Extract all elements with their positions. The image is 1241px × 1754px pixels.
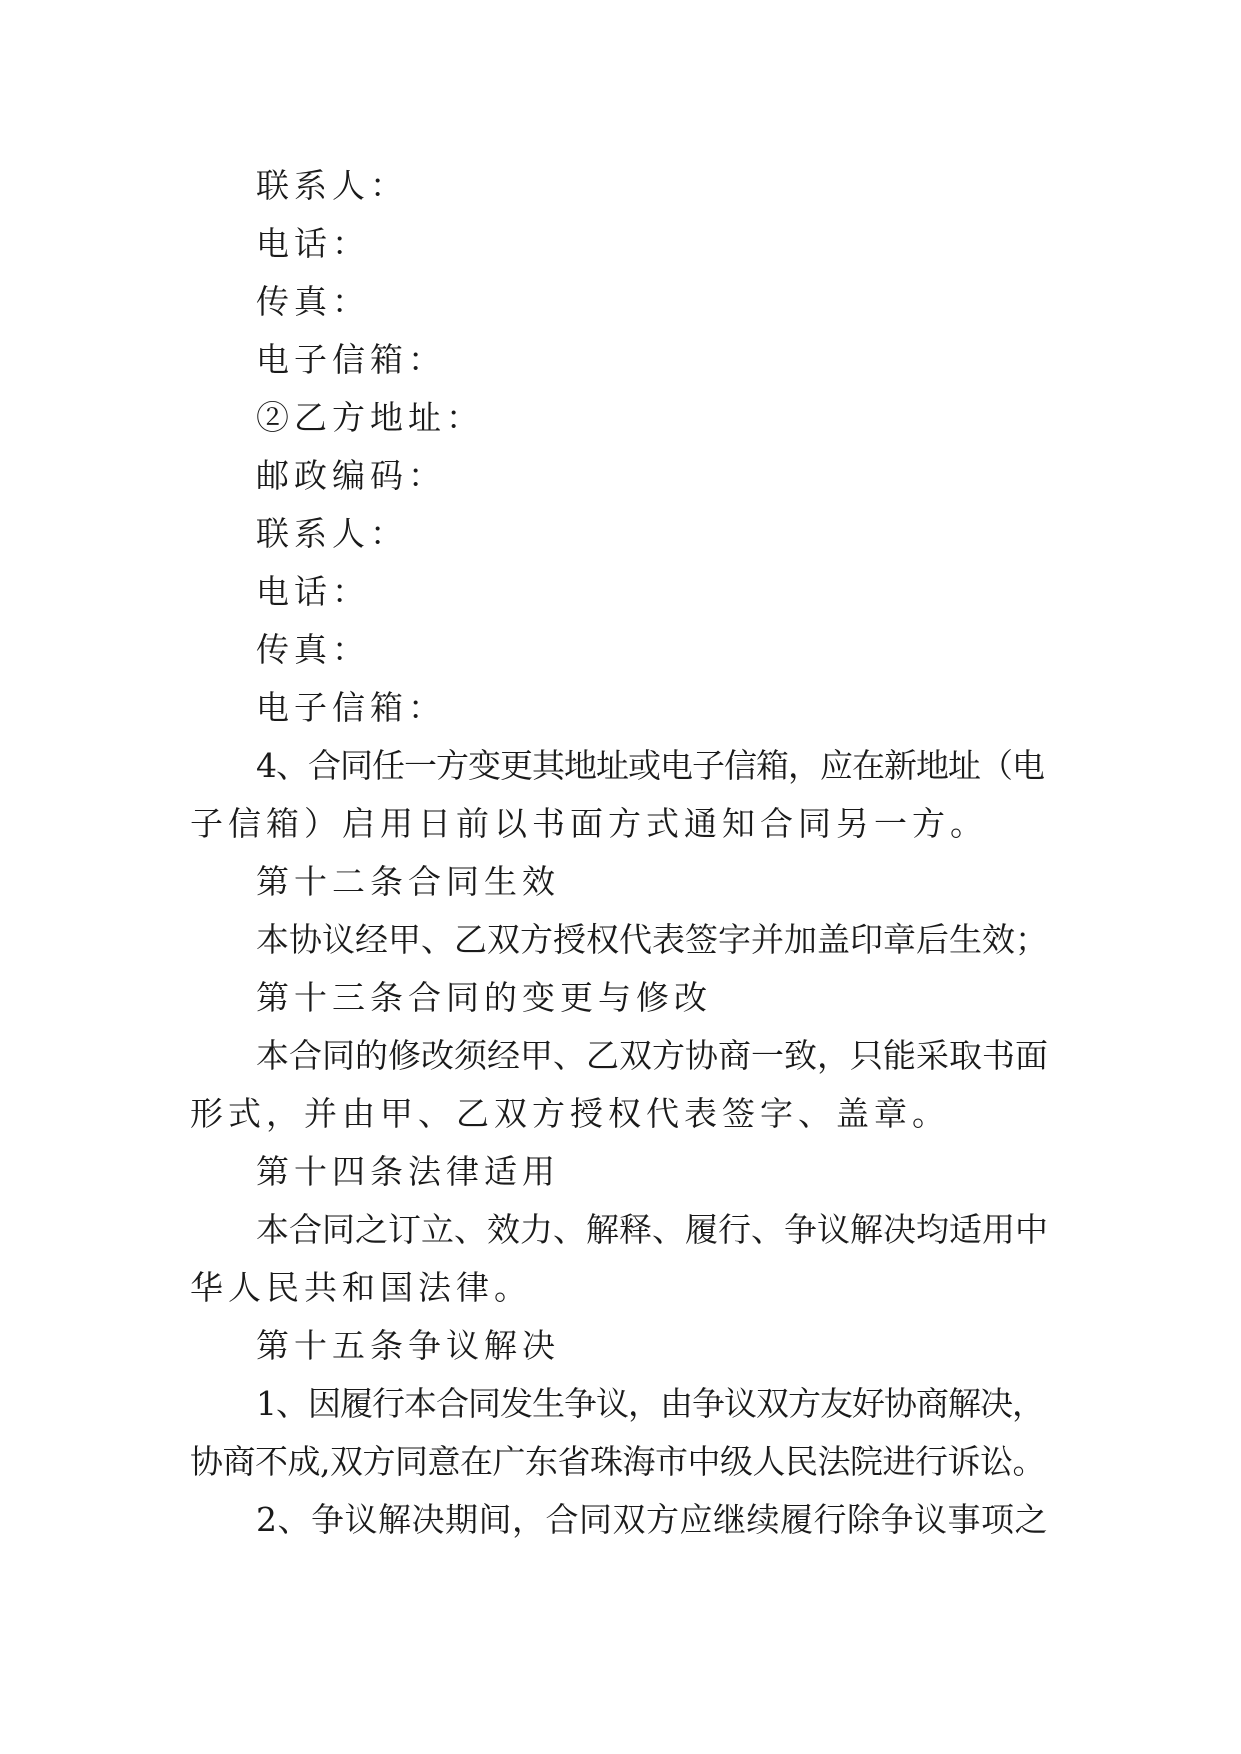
text-line: 形式，并由甲、乙双方授权代表签字、盖章。 — [190, 1094, 950, 1133]
text-line: 第十三条合同的变更与修改 — [256, 978, 712, 1017]
text-line: 本协议经甲、乙双方授权代表签字并加盖印章后生效； — [256, 920, 1048, 959]
text-line: ②乙方地址： — [256, 398, 484, 437]
text-line: 第十二条合同生效 — [256, 862, 560, 901]
text-line: 第十五条争议解决 — [256, 1326, 560, 1365]
document-body — [190, 157, 1050, 1549]
text-line: 4、合同任一方变更其地址或电子信箱，应在新地址（电 — [256, 746, 1044, 785]
text-line: 1、因履行本合同发生争议，由争议双方友好协商解决， — [256, 1384, 1044, 1423]
text-line: 协商不成,双方同意在广东省珠海市中级人民法院进行诉讼。 — [190, 1442, 1045, 1481]
text-line: 电子信箱： — [256, 688, 446, 727]
text-line: 子信箱）启用日前以书面方式通知合同另一方。 — [190, 804, 988, 843]
text-line: 本合同的修改须经甲、乙双方协商一致，只能采取书面 — [256, 1036, 1048, 1075]
text-line: 第十四条法律适用 — [256, 1152, 560, 1191]
text-line: 电话： — [256, 224, 370, 263]
text-line: 邮政编码： — [256, 456, 446, 495]
text-line: 联系人： — [256, 514, 408, 553]
text-line: 电话： — [256, 572, 370, 611]
text-line: 联系人： — [256, 166, 408, 205]
text-line: 2、争议解决期间，合同双方应继续履行除争议事项之 — [256, 1500, 1048, 1539]
text-line: 本合同之订立、效力、解释、履行、争议解决均适用中 — [256, 1210, 1048, 1249]
text-line: 电子信箱： — [256, 340, 446, 379]
text-line: 传真： — [256, 630, 370, 669]
text-line: 传真： — [256, 282, 370, 321]
text-line: 华人民共和国法律。 — [190, 1268, 532, 1307]
